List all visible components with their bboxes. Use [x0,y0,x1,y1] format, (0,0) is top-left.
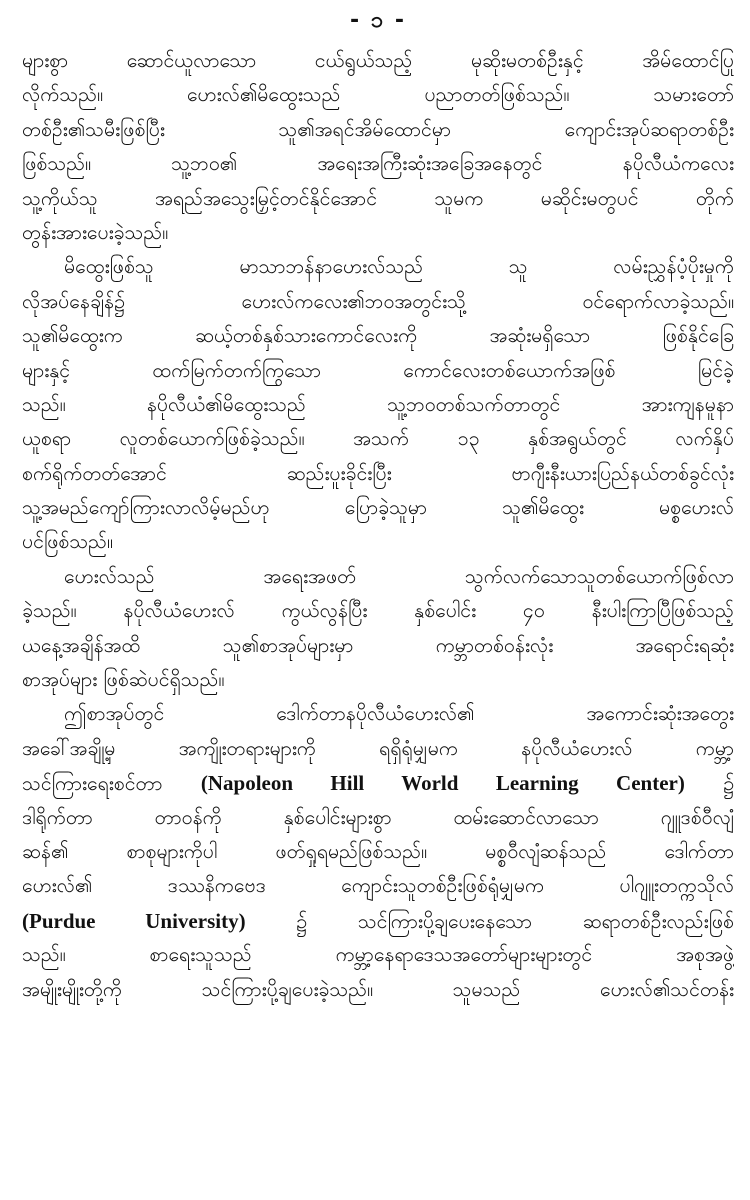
paragraph-4 [22,697,734,1007]
paragraph-3 [22,560,734,698]
text-line: ဒါရိုက်တာ တာဝန်ကို နှစ်ပေါင်းများစွာ ထမ်းဆောင်လာသော ဂျူဒစ်ဝီလျံ [22,805,734,829]
text-segment: ၌ သင်ကြားပို့ချပေးနေသော ဆရာတစ်ဦးလည်းဖြစ် [296,909,734,933]
text-line: သူ့အမည်ကျော်ကြားလာလိမ့်မည်ဟု ပြောခဲ့သူမှာ သူ၏မိထွေး မစ္စဟေးလ် [22,496,734,520]
text-line: ဟေးလ်သည် အရေးအဖတ် သွက်လက်သောသူတစ်ယောက်ဖြစ်လာ [64,564,734,588]
text-line: များစွာ ဆောင်ယူလာသော ငယ်ရွယ်သည့် မုဆိုးမတစ်ဦးနှင့် အိမ်ထောင်ပြု [22,49,734,72]
text-line: ယူစရာ လူတစ်ယောက်ဖြစ်ခဲ့သည်။ အသက် ၁၃ နှစ်အရွယ်တွင် လက်နှိပ် [22,427,734,451]
text-line-mixed [22,904,734,938]
text-line: ဤစာအုပ်တွင် ဒေါက်တာနပိုလီယံဟေးလ်၏ အကောင်းဆုံးအတွေး [64,702,734,726]
text-line: စာအုပ်များ ဖြစ်ဆဲပင်ရှိသည်။ [22,668,225,692]
learning-center-name: (Napoleon Hill World Learning Center) [200,771,685,796]
text-segment: ၌ [723,772,734,796]
text-line: ပင်ဖြစ်သည်။ [22,530,113,554]
text-line: ခဲ့သည်။ နပိုလီယံဟေးလ် ကွယ်လွန်ပြီး နှစ်ပေါင်း ၄၀ နီးပါးကြာပြီဖြစ်သည့် [22,599,734,623]
text-line: များနှင့် ထက်မြက်တက်ကြွသော ကောင်လေးတစ်ယောက်အဖြစ် မြင်ခဲ့ [22,358,734,382]
text-line: သည်။ စာရေးသူသည် ကမ္ဘာ့နေရာဒေသအတော်များများတွင် အစုအဖွဲ့ [22,943,734,967]
text-line: ယနေ့အချိန်အထိ သူ၏စာအုပ်များမှာ ကမ္ဘာတစ်ဝန်းလုံး အရောင်းရဆုံး [22,633,734,657]
text-line: စက်ရိုက်တတ်အောင် ဆည်းပူးခိုင်းပြီး ဗာဂျီးနီးယားပြည်နယ်တစ်ခွင်လုံး [22,461,734,485]
text-line: တွန်းအားပေးခဲ့သည်။ [22,220,169,244]
text-line: သည်။ နပိုလီယံ၏မိထွေးသည် သူ့ဘဝတစ်သက်တာတွင် အားကျနမူနာ [22,392,734,416]
text-line-mixed [22,766,734,800]
paragraph-1 [22,44,734,250]
text-line: တစ်ဦး၏သမီးဖြစ်ပြီး သူ၏အရင်အိမ်ထောင်မှာ ကျောင်းအုပ်ဆရာတစ်ဦး [22,117,734,141]
text-line: သူ၏မိထွေးက ဆယ့်တစ်နှစ်သားကောင်လေးကို အဆုံးမရှိသော ဖြစ်နိုင်ခြေ [22,324,734,348]
text-line: သူ့ကိုယ်သူ အရည်အသွေးမြှင့်တင်နိုင်အောင် သူမက မဆိုင်းမတွပင် တိုက် [22,186,734,210]
text-line: ဆန်၏ စာစုများကိုပါ ဖတ်ရှုရမည်ဖြစ်သည်။ မစ္စဝီလျံဆန်သည် ဒေါက်တာ [22,839,734,863]
university-name: (Purdue University) [22,908,246,933]
text-line: အခေါ်အချို့မှ အကျိုးတရားများကို ရရှိရုံမျှမက နပိုလီယံဟေးလ် ကမ္ဘာ့ [22,736,734,760]
text-line: ဟေးလ်၏ ဒဿနိကဗေဒ ကျောင်းသူတစ်ဦးဖြစ်ရုံမျှမက ပါဂျူးတက္ကသိုလ် [22,874,734,898]
paragraph-2 [22,250,734,560]
text-line: လိုအပ်နေချိန်၌ ဟေးလ်ကလေး၏ဘဝအတွင်းသို့ ဝင်ရောက်လာခဲ့သည်။ [22,289,734,313]
text-line: လိုက်သည်။ ဟေးလ်၏မိထွေးသည် ပညာတတ်ဖြစ်သည်။ သမားတော် [22,83,734,107]
text-line: အမျိုးမျိုးတို့ကို သင်ကြားပို့ချပေးခဲ့သည်။ သူမသည် ဟေးလ်၏သင်တန်း [22,977,734,1001]
text-segment: သင်ကြားရေးစင်တာ [22,772,163,796]
text-line: မိထွေးဖြစ်သူ မာသာဘန်နာဟေးလ်သည် သူ လမ်းညွှန်ပံ့ပိုးမှုကို [64,255,734,279]
text-line: ဖြစ်သည်။ သူ့ဘဝ၏ အရေးအကြီးဆုံးအခြေအနေတွင် နပိုလီယံကလေး [22,152,734,176]
page-number: - ၁ - [350,8,406,33]
